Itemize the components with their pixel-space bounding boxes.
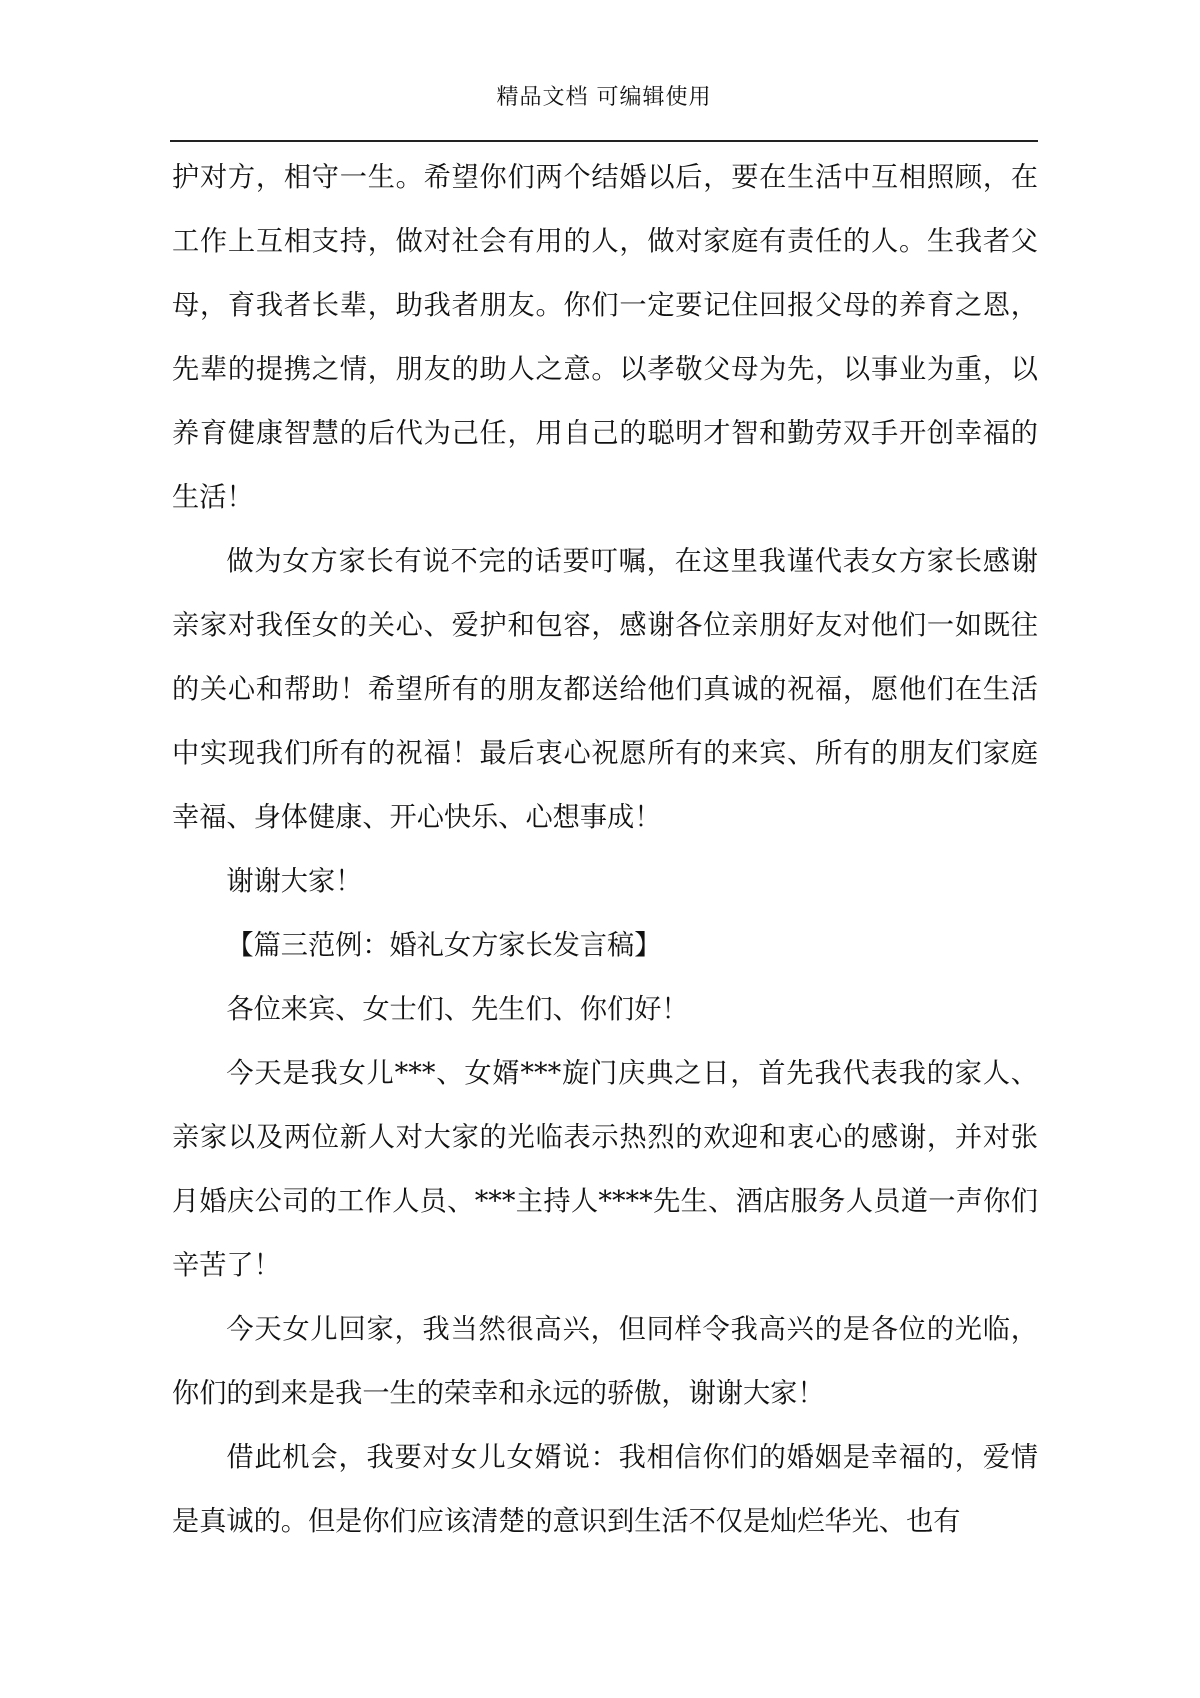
paragraph: 谢谢大家！ — [226, 866, 363, 897]
paragraph: 今天是我女儿***、女婿***旋门庆典之日，首先我代表我的家人、亲家以及两位新人对大家的光临表示热烈的欢迎和衷心的感谢，并对张月婚庆公司的工作人员、***主持人****先生、酒店服务人员道一声你们辛苦了！ — [172, 1058, 1038, 1281]
paragraph: 做为女方家长有说不完的话要叮嘱，在这里我谨代表女方家长感谢亲家对我侄女的关心、爱护和包容，感谢各位亲朋好友对他们一如既往的关心和帮助！希望所有的朋友都送给他们真诚的祝福，愿他们在生活中实现我们所有的祝福！最后衷心祝愿所有的来宾、所有的朋友们家庭幸福、身体健康、开心快乐、心想事成！ — [172, 546, 1038, 833]
header-divider — [170, 140, 1038, 142]
paragraph: 护对方，相守一生。希望你们两个结婚以后，要在生活中互相照顾，在工作上互相支持，做对社会有用的人，做对家庭有责任的人。生我者父母，育我者长辈，助我者朋友。你们一定要记住回报父母的养育之恩，先辈的提携之情，朋友的助人之意。以孝敬父母为先，以事业为重，以养育健康智慧的后代为己任，用自己的聪明才智和勤劳双手开创幸福的生活！ — [172, 162, 1038, 513]
paragraph: 各位来宾、女士们、先生们、你们好！ — [226, 994, 689, 1025]
page-header: 精品文档 可编辑使用 — [496, 85, 712, 110]
paragraph: 今天女儿回家，我当然很高兴，但同样令我高兴的是各位的光临，你们的到来是我一生的荣幸和永远的骄傲，谢谢大家！ — [172, 1314, 1038, 1409]
paragraph: 借此机会，我要对女儿女婿说：我相信你们的婚姻是幸福的，爱情是真诚的。但是你们应该清楚的意识到生活不仅是灿烂华光、也有 — [172, 1442, 1038, 1537]
document-body — [172, 146, 1038, 1554]
section-heading: 【篇三范例：婚礼女方家长发言稿】 — [226, 930, 662, 961]
